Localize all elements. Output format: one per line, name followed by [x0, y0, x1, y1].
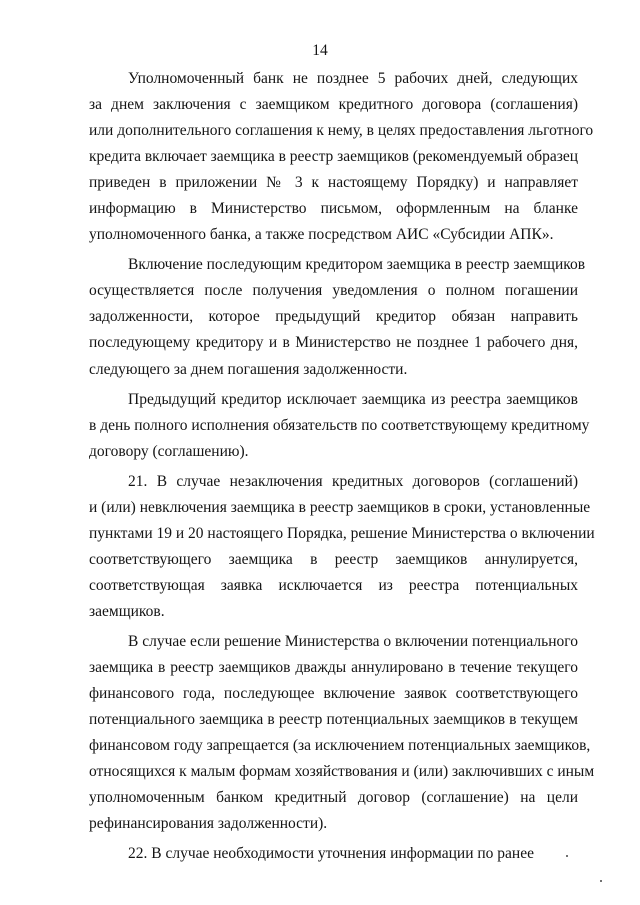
paragraph-p3 [89, 387, 590, 465]
text-line: Включение последующим кредитором заемщика в реестр заемщиков [128, 256, 586, 274]
text-line: Предыдущий кредитор исключает заемщика из реестра заемщиков [128, 390, 578, 408]
text-line: финансовом году запрещается (за исключением потенциальных заемщиков, [89, 737, 591, 755]
text-line: в день полного исполнения обязательств по соответствующему кредитному [89, 416, 590, 434]
text-line: пунктами 19 и 20 настоящего Порядка, решение Министерства о включении [89, 524, 595, 542]
text-line: уполномоченным банком кредитный договор (соглашение) на цели [89, 789, 578, 807]
text-line: и (или) невключения заемщика в реестр заемщиков в сроки, установленные [89, 498, 591, 516]
text-line: или дополнительного соглашения к нему, в целях предоставления льготного [89, 122, 594, 140]
text-line: следующего за днем погашения задолженности. [89, 360, 408, 378]
text-line: осуществляется после получения уведомления о полном погашении [89, 282, 578, 300]
text-line: Уполномоченный банк не позднее 5 рабочих дней, следующих [128, 70, 578, 87]
text-line: 21. В случае незаключения кредитных договоров (соглашений) [128, 472, 578, 490]
scan-speck [600, 880, 602, 882]
text-line: за днем заключения с заемщиком кредитного договора (соглашения) [89, 96, 578, 114]
text-line: кредита включает заемщика в реестр заемщиков (рекомендуемый образец [89, 148, 579, 166]
paragraph-p2 [89, 252, 586, 382]
text-line: информацию в Министерство письмом, оформленным на бланке [89, 200, 578, 218]
text-line: 22. В случае необходимости уточнения информации по ранее [128, 845, 534, 863]
text-line: заемщика в реестр заемщиков дважды аннулировано в течение текущего [89, 659, 578, 677]
text-line: относящихся к малым формам хозяйствования и (или) заключивших с иным [89, 763, 595, 781]
text-line: заемщиков. [89, 602, 165, 620]
paragraph-p1 [89, 66, 594, 248]
page-number: 14 [312, 42, 328, 59]
text-line: потенциального заемщика в реестр потенциальных заемщиков в текущем [89, 711, 578, 729]
scan-speck [566, 855, 568, 857]
text-line: В случае если решение Министерства о включении потенциального [128, 632, 578, 650]
text-line: соответствующая заявка исключается из реестра потенциальных [89, 576, 578, 594]
text-line: соответствующего заемщика в реестр заемщиков аннулируется, [89, 550, 578, 568]
text-line: приведен в приложении № 3 к настоящему Порядку) и направляет [89, 174, 578, 192]
paragraph-p5 [89, 629, 595, 837]
text-line: рефинансирования задолженности). [89, 815, 328, 833]
paragraph-p4 [89, 469, 595, 625]
text-line: задолженности, которое предыдущий кредитор обязан направить [89, 308, 578, 326]
document-body [89, 66, 595, 867]
text-line: уполномоченного банка, а также посредством АИС «Субсидии АПК». [89, 226, 554, 244]
text-line: последующему кредитору и в Министерство не позднее 1 рабочего дня, [89, 334, 578, 352]
text-line: финансового года, последующее включение заявок соответствующего [89, 685, 578, 703]
text-line: договору (соглашению). [89, 442, 249, 460]
paragraph-p6 [89, 841, 578, 867]
